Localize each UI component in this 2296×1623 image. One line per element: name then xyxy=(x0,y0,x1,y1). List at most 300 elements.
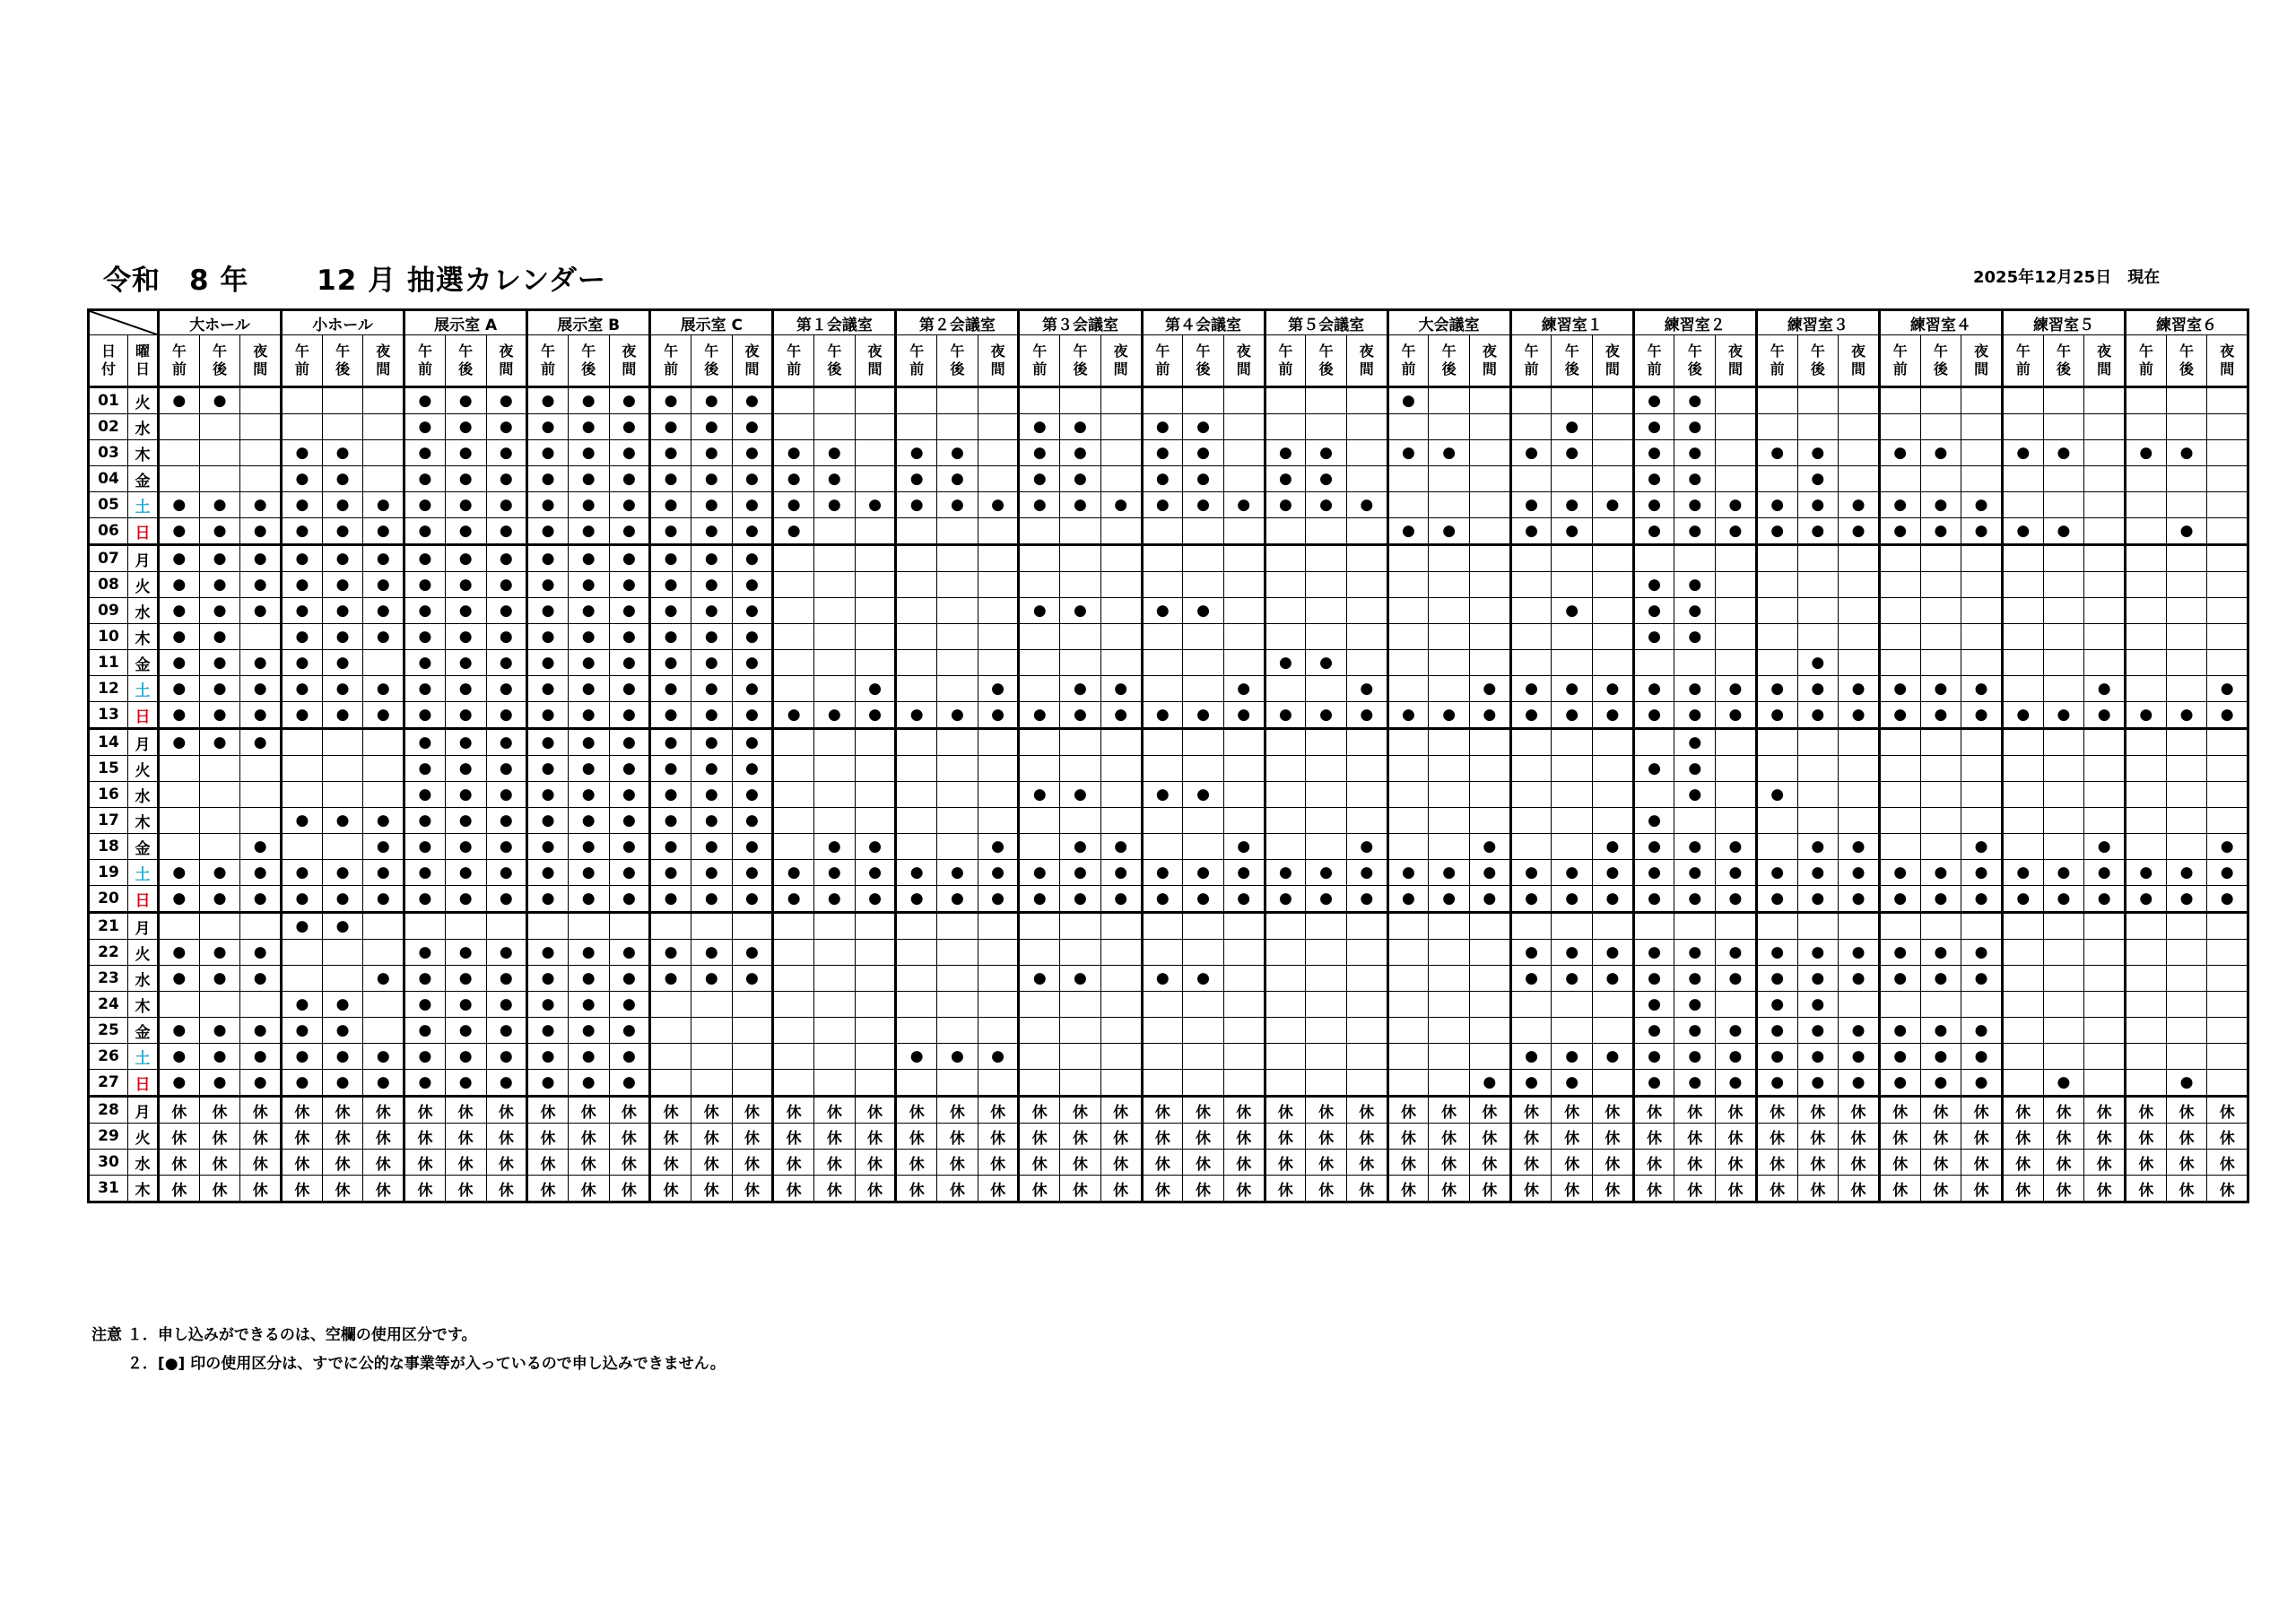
open-cell xyxy=(1100,782,1142,808)
booked-cell: ● xyxy=(1797,992,1839,1018)
weekday-cell: 土 xyxy=(128,1044,159,1070)
closed-cell: 休 xyxy=(1593,1176,1634,1202)
booked-cell: ● xyxy=(404,702,446,729)
booked-cell: ● xyxy=(1510,860,1552,886)
open-cell xyxy=(855,913,896,940)
open-cell xyxy=(2207,598,2248,624)
closed-cell: 休 xyxy=(978,1176,1019,1202)
open-cell xyxy=(2207,1044,2248,1070)
open-cell xyxy=(2084,466,2126,492)
open-cell xyxy=(1346,808,1387,834)
booked-cell: ● xyxy=(773,886,814,913)
booked-cell: ● xyxy=(691,492,732,518)
open-cell xyxy=(1797,545,1839,572)
booked-cell: ● xyxy=(609,886,650,913)
closed-cell: 休 xyxy=(2002,1176,2043,1202)
booked-cell: ● xyxy=(1100,860,1142,886)
booked-cell: ● xyxy=(1060,966,1101,992)
open-cell xyxy=(1142,808,1183,834)
booked-cell: ● xyxy=(527,886,569,913)
closed-cell: 休 xyxy=(1593,1150,1634,1176)
booked-cell: ● xyxy=(1142,492,1183,518)
closed-cell: 休 xyxy=(1346,1097,1387,1124)
open-cell xyxy=(2002,598,2043,624)
open-cell xyxy=(1387,492,1429,518)
booked-cell: ● xyxy=(978,676,1019,702)
open-cell xyxy=(1100,808,1142,834)
booked-cell: ● xyxy=(1265,886,1306,913)
facility-header: 第２会議室 xyxy=(896,310,1019,335)
booked-cell: ● xyxy=(650,545,691,572)
open-cell xyxy=(2126,1018,2167,1044)
closed-cell: 休 xyxy=(527,1097,569,1124)
open-cell xyxy=(1879,782,1920,808)
slot-header: 午前 xyxy=(1879,335,1920,387)
open-cell xyxy=(2207,756,2248,782)
slot-header: 夜間 xyxy=(2084,335,2126,387)
closed-cell: 休 xyxy=(1879,1097,1920,1124)
open-cell xyxy=(691,1070,732,1097)
open-cell xyxy=(1593,913,1634,940)
closed-cell: 休 xyxy=(732,1176,773,1202)
booked-cell: ● xyxy=(1306,650,1347,676)
open-cell xyxy=(282,414,323,440)
booked-cell: ● xyxy=(1429,886,1470,913)
booked-cell: ● xyxy=(2002,702,2043,729)
open-cell xyxy=(322,387,363,414)
booked-cell: ● xyxy=(1716,1018,1757,1044)
booked-cell: ● xyxy=(650,756,691,782)
booked-cell: ● xyxy=(1387,860,1429,886)
booked-cell: ● xyxy=(363,598,404,624)
closed-cell: 休 xyxy=(1470,1124,1511,1150)
booked-cell: ● xyxy=(527,676,569,702)
booked-cell: ● xyxy=(1510,676,1552,702)
day-cell: 13 xyxy=(89,702,128,729)
open-cell xyxy=(814,1044,856,1070)
booked-cell: ● xyxy=(937,860,978,886)
booked-cell: ● xyxy=(445,808,486,834)
booked-cell: ● xyxy=(404,782,446,808)
open-cell xyxy=(2084,572,2126,598)
booked-cell: ● xyxy=(240,572,282,598)
booked-cell: ● xyxy=(159,598,200,624)
open-cell xyxy=(1142,650,1183,676)
booked-cell: ● xyxy=(978,860,1019,886)
closed-cell: 休 xyxy=(1142,1176,1183,1202)
booked-cell: ● xyxy=(363,676,404,702)
open-cell xyxy=(1716,466,1757,492)
open-cell xyxy=(1265,1018,1306,1044)
open-cell xyxy=(1470,940,1511,966)
closed-cell: 休 xyxy=(691,1176,732,1202)
open-cell xyxy=(1839,624,1880,650)
open-cell xyxy=(1470,440,1511,466)
slot-header: 午前 xyxy=(282,335,323,387)
booked-cell: ● xyxy=(1387,518,1429,545)
booked-cell: ● xyxy=(855,702,896,729)
open-cell xyxy=(2207,992,2248,1018)
open-cell xyxy=(896,940,937,966)
open-cell xyxy=(650,992,691,1018)
open-cell xyxy=(896,834,937,860)
booked-cell: ● xyxy=(609,414,650,440)
slot-header: 午前 xyxy=(404,335,446,387)
day-column-header: 日付 xyxy=(89,335,128,387)
booked-cell: ● xyxy=(1510,518,1552,545)
open-cell xyxy=(2126,414,2167,440)
booked-cell: ● xyxy=(1593,1044,1634,1070)
open-cell xyxy=(1879,572,1920,598)
open-cell xyxy=(1879,729,1920,756)
open-cell xyxy=(2166,808,2207,834)
open-cell xyxy=(2084,1018,2126,1044)
open-cell xyxy=(1265,992,1306,1018)
closed-cell: 休 xyxy=(937,1176,978,1202)
open-cell xyxy=(1593,518,1634,545)
open-cell xyxy=(1839,414,1880,440)
open-cell xyxy=(1839,913,1880,940)
booked-cell: ● xyxy=(1961,676,2003,702)
booked-cell: ● xyxy=(486,756,527,782)
booked-cell: ● xyxy=(199,1018,240,1044)
closed-cell: 休 xyxy=(1265,1176,1306,1202)
closed-cell: 休 xyxy=(1429,1097,1470,1124)
booked-cell: ● xyxy=(1674,518,1716,545)
booked-cell: ● xyxy=(404,992,446,1018)
open-cell xyxy=(363,940,404,966)
open-cell xyxy=(855,1070,896,1097)
closed-cell: 休 xyxy=(732,1150,773,1176)
booked-cell: ● xyxy=(1019,492,1060,518)
booked-cell: ● xyxy=(568,624,609,650)
open-cell xyxy=(732,913,773,940)
open-cell xyxy=(1346,729,1387,756)
booked-cell: ● xyxy=(527,834,569,860)
open-cell xyxy=(1019,676,1060,702)
day-cell: 24 xyxy=(89,992,128,1018)
page-title: 令和 8 年 12 月 抽選カレンダー xyxy=(103,265,606,297)
open-cell xyxy=(2126,756,2167,782)
booked-cell: ● xyxy=(1142,782,1183,808)
open-cell xyxy=(1633,650,1674,676)
open-cell xyxy=(1387,466,1429,492)
open-cell xyxy=(1961,545,2003,572)
slot-header: 午後 xyxy=(199,335,240,387)
booked-cell: ● xyxy=(1920,966,1961,992)
booked-cell: ● xyxy=(1552,940,1593,966)
booked-cell: ● xyxy=(1470,702,1511,729)
open-cell xyxy=(363,992,404,1018)
booked-cell: ● xyxy=(1839,1018,1880,1044)
open-cell xyxy=(1716,808,1757,834)
open-cell xyxy=(1593,1070,1634,1097)
booked-cell: ● xyxy=(1756,860,1797,886)
booked-cell: ● xyxy=(1633,1070,1674,1097)
closed-cell: 休 xyxy=(1797,1097,1839,1124)
closed-cell: 休 xyxy=(1756,1150,1797,1176)
closed-cell: 休 xyxy=(1716,1097,1757,1124)
open-cell xyxy=(855,466,896,492)
open-cell xyxy=(1429,1044,1470,1070)
open-cell xyxy=(2002,466,2043,492)
open-cell xyxy=(814,992,856,1018)
booked-cell: ● xyxy=(1183,860,1224,886)
open-cell xyxy=(1100,598,1142,624)
open-cell xyxy=(978,782,1019,808)
booked-cell: ● xyxy=(650,466,691,492)
booked-cell: ● xyxy=(650,729,691,756)
closed-cell: 休 xyxy=(1797,1150,1839,1176)
table-row xyxy=(89,702,2248,729)
open-cell xyxy=(896,598,937,624)
table-row xyxy=(89,756,2248,782)
closed-cell: 休 xyxy=(363,1176,404,1202)
open-cell xyxy=(2043,1018,2084,1044)
closed-cell: 休 xyxy=(937,1124,978,1150)
booked-cell: ● xyxy=(568,466,609,492)
booked-cell: ● xyxy=(1470,834,1511,860)
booked-cell: ● xyxy=(527,702,569,729)
booked-cell: ● xyxy=(1183,886,1224,913)
booked-cell: ● xyxy=(1633,992,1674,1018)
booked-cell: ● xyxy=(1674,466,1716,492)
closed-cell: 休 xyxy=(1470,1097,1511,1124)
closed-cell: 休 xyxy=(1100,1176,1142,1202)
open-cell xyxy=(1142,940,1183,966)
open-cell xyxy=(568,913,609,940)
day-cell: 01 xyxy=(89,387,128,414)
open-cell xyxy=(1306,966,1347,992)
booked-cell: ● xyxy=(1797,440,1839,466)
booked-cell: ● xyxy=(1510,886,1552,913)
booked-cell: ● xyxy=(199,572,240,598)
open-cell xyxy=(2084,414,2126,440)
closed-cell: 休 xyxy=(404,1124,446,1150)
open-cell xyxy=(1346,1044,1387,1070)
booked-cell: ● xyxy=(363,702,404,729)
open-cell xyxy=(1387,650,1429,676)
booked-cell: ● xyxy=(609,572,650,598)
open-cell xyxy=(773,966,814,992)
open-cell xyxy=(2166,913,2207,940)
notes xyxy=(91,1321,726,1378)
open-cell xyxy=(2002,650,2043,676)
closed-cell: 休 xyxy=(486,1124,527,1150)
booked-cell: ● xyxy=(1429,518,1470,545)
facility-header: 大ホール xyxy=(159,310,282,335)
open-cell xyxy=(773,624,814,650)
booked-cell: ● xyxy=(814,886,856,913)
open-cell xyxy=(1593,756,1634,782)
closed-cell: 休 xyxy=(814,1176,856,1202)
closed-cell: 休 xyxy=(2126,1176,2167,1202)
open-cell xyxy=(1142,572,1183,598)
booked-cell: ● xyxy=(1510,1044,1552,1070)
booked-cell: ● xyxy=(1633,808,1674,834)
open-cell xyxy=(1797,729,1839,756)
open-cell xyxy=(1429,834,1470,860)
closed-cell: 休 xyxy=(1470,1150,1511,1176)
open-cell xyxy=(1060,387,1101,414)
open-cell xyxy=(1510,729,1552,756)
open-cell xyxy=(1470,756,1511,782)
open-cell xyxy=(2002,834,2043,860)
open-cell xyxy=(691,913,732,940)
booked-cell: ● xyxy=(650,440,691,466)
booked-cell: ● xyxy=(2043,886,2084,913)
closed-cell: 休 xyxy=(1306,1150,1347,1176)
booked-cell: ● xyxy=(445,518,486,545)
booked-cell: ● xyxy=(2207,834,2248,860)
booked-cell: ● xyxy=(1716,1044,1757,1070)
booked-cell: ● xyxy=(199,940,240,966)
open-cell xyxy=(1429,1018,1470,1044)
open-cell xyxy=(1510,598,1552,624)
closed-cell: 休 xyxy=(1223,1150,1265,1176)
open-cell xyxy=(363,414,404,440)
booked-cell: ● xyxy=(1019,860,1060,886)
booked-cell: ● xyxy=(322,518,363,545)
open-cell xyxy=(2166,940,2207,966)
open-cell xyxy=(2126,808,2167,834)
booked-cell: ● xyxy=(1674,729,1716,756)
booked-cell: ● xyxy=(322,545,363,572)
booked-cell: ● xyxy=(1552,676,1593,702)
closed-cell: 休 xyxy=(2002,1150,2043,1176)
slot-header: 夜間 xyxy=(1593,335,1634,387)
open-cell xyxy=(650,1044,691,1070)
open-cell xyxy=(240,414,282,440)
booked-cell: ● xyxy=(1183,492,1224,518)
booked-cell: ● xyxy=(1019,466,1060,492)
booked-cell: ● xyxy=(1060,466,1101,492)
open-cell xyxy=(199,756,240,782)
open-cell xyxy=(2002,966,2043,992)
weekday-cell: 月 xyxy=(128,913,159,940)
open-cell xyxy=(978,1018,1019,1044)
open-cell xyxy=(2043,940,2084,966)
facility-header: 第４会議室 xyxy=(1142,310,1265,335)
open-cell xyxy=(937,782,978,808)
closed-cell: 休 xyxy=(1839,1124,1880,1150)
booked-cell: ● xyxy=(240,1018,282,1044)
open-cell xyxy=(896,518,937,545)
booked-cell: ● xyxy=(1839,518,1880,545)
open-cell xyxy=(978,808,1019,834)
weekday-cell: 金 xyxy=(128,1018,159,1044)
open-cell xyxy=(322,940,363,966)
open-cell xyxy=(1879,834,1920,860)
booked-cell: ● xyxy=(527,1018,569,1044)
booked-cell: ● xyxy=(1879,702,1920,729)
table-row xyxy=(89,992,2248,1018)
facility-header: 第５会議室 xyxy=(1265,310,1387,335)
slot-header: 夜間 xyxy=(486,335,527,387)
booked-cell: ● xyxy=(568,387,609,414)
open-cell xyxy=(159,913,200,940)
open-cell xyxy=(691,992,732,1018)
open-cell xyxy=(1510,545,1552,572)
booked-cell: ● xyxy=(2207,860,2248,886)
open-cell xyxy=(1100,729,1142,756)
open-cell xyxy=(2126,834,2167,860)
booked-cell: ● xyxy=(1183,466,1224,492)
booked-cell: ● xyxy=(1142,966,1183,992)
open-cell xyxy=(1552,992,1593,1018)
booked-cell: ● xyxy=(159,624,200,650)
booked-cell: ● xyxy=(1552,440,1593,466)
day-cell: 09 xyxy=(89,598,128,624)
booked-cell: ● xyxy=(199,886,240,913)
booked-cell: ● xyxy=(732,782,773,808)
open-cell xyxy=(937,518,978,545)
booked-cell: ● xyxy=(1060,492,1101,518)
open-cell xyxy=(2207,387,2248,414)
closed-cell: 休 xyxy=(1346,1124,1387,1150)
booked-cell: ● xyxy=(486,834,527,860)
open-cell xyxy=(896,1018,937,1044)
open-cell xyxy=(1346,1070,1387,1097)
booked-cell: ● xyxy=(445,387,486,414)
closed-cell: 休 xyxy=(1470,1176,1511,1202)
facility-header: 練習室１ xyxy=(1510,310,1633,335)
open-cell xyxy=(896,545,937,572)
closed-cell: 休 xyxy=(896,1097,937,1124)
closed-cell: 休 xyxy=(404,1150,446,1176)
booked-cell: ● xyxy=(1756,782,1797,808)
booked-cell: ● xyxy=(404,756,446,782)
booked-cell: ● xyxy=(568,940,609,966)
open-cell xyxy=(937,729,978,756)
open-cell xyxy=(1265,676,1306,702)
open-cell xyxy=(896,729,937,756)
open-cell xyxy=(1100,387,1142,414)
closed-cell: 休 xyxy=(240,1176,282,1202)
open-cell xyxy=(1920,545,1961,572)
day-cell: 17 xyxy=(89,808,128,834)
open-cell xyxy=(732,1070,773,1097)
open-cell xyxy=(814,676,856,702)
open-cell xyxy=(1142,913,1183,940)
booked-cell: ● xyxy=(732,808,773,834)
booked-cell: ● xyxy=(1223,492,1265,518)
closed-cell: 休 xyxy=(1961,1150,2003,1176)
booked-cell: ● xyxy=(1306,886,1347,913)
closed-cell: 休 xyxy=(2166,1097,2207,1124)
booked-cell: ● xyxy=(282,598,323,624)
open-cell xyxy=(1387,414,1429,440)
open-cell xyxy=(1961,913,2003,940)
open-cell xyxy=(1019,1044,1060,1070)
booked-cell: ● xyxy=(363,834,404,860)
table-row xyxy=(89,598,2248,624)
open-cell xyxy=(1716,440,1757,466)
open-cell xyxy=(1346,572,1387,598)
open-cell xyxy=(855,598,896,624)
booked-cell: ● xyxy=(1756,966,1797,992)
open-cell xyxy=(855,518,896,545)
booked-cell: ● xyxy=(240,518,282,545)
booked-cell: ● xyxy=(1920,1044,1961,1070)
open-cell xyxy=(2207,782,2248,808)
slot-header: 午後 xyxy=(1674,335,1716,387)
open-cell xyxy=(1223,913,1265,940)
open-cell xyxy=(2084,729,2126,756)
open-cell xyxy=(1593,782,1634,808)
open-cell xyxy=(1265,808,1306,834)
open-cell xyxy=(159,782,200,808)
